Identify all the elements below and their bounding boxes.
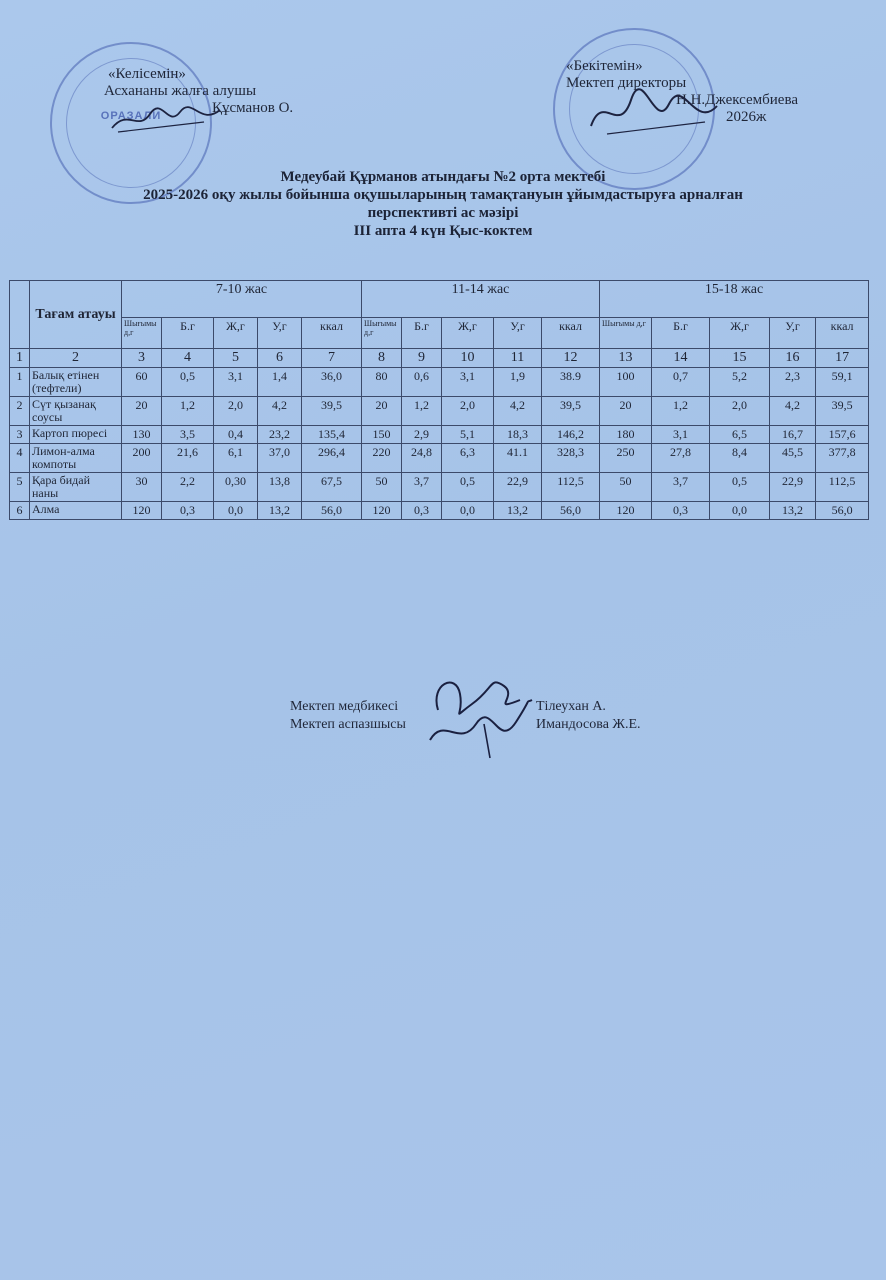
value-cell: 56,0 (816, 502, 869, 520)
row-number-cell: 1 (10, 368, 30, 397)
value-cell: 120 (362, 502, 402, 520)
value-cell: 1,9 (494, 368, 542, 397)
value-cell: 0,3 (162, 502, 214, 520)
value-cell: 16,7 (770, 426, 816, 444)
value-cell: 0,5 (710, 473, 770, 502)
value-cell: 3,7 (652, 473, 710, 502)
value-cell: 50 (600, 473, 652, 502)
column-number-cell: 2 (30, 349, 122, 368)
row-number-cell: 5 (10, 473, 30, 502)
table-row (10, 444, 869, 473)
value-cell: 0,5 (162, 368, 214, 397)
value-cell: 59,1 (816, 368, 869, 397)
table-row (10, 426, 869, 444)
value-cell: 112,5 (816, 473, 869, 502)
value-cell: 22,9 (770, 473, 816, 502)
sub-header-cell: Ж,г (710, 318, 770, 349)
value-cell: 4,2 (494, 397, 542, 426)
value-cell: 5,2 (710, 368, 770, 397)
value-cell: 37,0 (258, 444, 302, 473)
food-name-cell: Лимон-алма компоты (30, 444, 122, 473)
column-number-cell: 12 (542, 349, 600, 368)
value-cell: 8,4 (710, 444, 770, 473)
table-header-row (10, 281, 869, 318)
column-number-cell: 4 (162, 349, 214, 368)
value-cell: 0,5 (442, 473, 494, 502)
sub-header-cell: Ж,г (214, 318, 258, 349)
value-cell: 296,4 (302, 444, 362, 473)
food-name-cell: Қара бидай наны (30, 473, 122, 502)
title-line-school: Медеубай Құрманов атындағы №2 орта мектебі (280, 169, 606, 185)
value-cell: 2,2 (162, 473, 214, 502)
value-cell: 56,0 (302, 502, 362, 520)
sub-header-cell: Б.г (652, 318, 710, 349)
nurse-name: Тілеухан А. (536, 699, 606, 714)
title-line-menu: перспективті ас мәзірі (367, 205, 519, 221)
column-number-cell: 11 (494, 349, 542, 368)
value-cell: 2,0 (442, 397, 494, 426)
value-cell: 38.9 (542, 368, 600, 397)
value-cell: 0,0 (214, 502, 258, 520)
value-cell: 220 (362, 444, 402, 473)
value-cell: 23,2 (258, 426, 302, 444)
value-cell: 22,9 (494, 473, 542, 502)
value-cell: 39,5 (542, 397, 600, 426)
left-approval-name: Құсманов О. (212, 100, 294, 116)
sub-header-cell: ккал (302, 318, 362, 349)
sub-header-cell: Шығымы д,г (362, 318, 402, 349)
column-number-cell: 15 (710, 349, 770, 368)
column-number-cell: 17 (816, 349, 869, 368)
cook-label: Мектеп аспазшысы (290, 717, 406, 732)
value-cell: 3,5 (162, 426, 214, 444)
left-approval-heading: «Келісемін» (108, 66, 186, 82)
value-cell: 146,2 (542, 426, 600, 444)
sub-header-cell: ккал (542, 318, 600, 349)
title-line-week: ІІІ апта 4 күн Қыс-коктем (353, 223, 533, 239)
right-approval-heading: «Бекітемін» (566, 58, 643, 74)
sub-header-cell: У,г (770, 318, 816, 349)
value-cell: 67,5 (302, 473, 362, 502)
value-cell: 120 (122, 502, 162, 520)
value-cell: 0,0 (442, 502, 494, 520)
right-approval-date: 2026ж (726, 109, 767, 125)
value-cell: 56,0 (542, 502, 600, 520)
column-number-cell: 3 (122, 349, 162, 368)
row-number-cell: 2 (10, 397, 30, 426)
value-cell: 150 (362, 426, 402, 444)
value-cell: 27,8 (652, 444, 710, 473)
value-cell: 20 (600, 397, 652, 426)
value-cell: 157,6 (816, 426, 869, 444)
value-cell: 24,8 (402, 444, 442, 473)
value-cell: 135,4 (302, 426, 362, 444)
value-cell: 1,2 (402, 397, 442, 426)
value-cell: 250 (600, 444, 652, 473)
sub-header-cell: Ж,г (442, 318, 494, 349)
food-name-cell: Картоп пюресі (30, 426, 122, 444)
column-number-cell: 13 (600, 349, 652, 368)
column-number-row (10, 349, 869, 368)
value-cell: 45,5 (770, 444, 816, 473)
value-cell: 1,4 (258, 368, 302, 397)
value-cell: 328,3 (542, 444, 600, 473)
value-cell: 2,0 (710, 397, 770, 426)
left-approval-position: Асхананы жалға алушы (104, 83, 257, 99)
row-number-cell: 3 (10, 426, 30, 444)
column-number-cell: 6 (258, 349, 302, 368)
column-number-cell: 1 (10, 349, 30, 368)
value-cell: 130 (122, 426, 162, 444)
value-cell: 1,2 (652, 397, 710, 426)
column-number-cell: 8 (362, 349, 402, 368)
value-cell: 13,2 (258, 502, 302, 520)
value-cell: 1,2 (162, 397, 214, 426)
value-cell: 39,5 (816, 397, 869, 426)
sub-header-cell: ккал (816, 318, 869, 349)
footer-signatures (420, 664, 540, 760)
food-name-header: Тағам атауы (30, 281, 122, 349)
value-cell: 80 (362, 368, 402, 397)
left-stamp-text: ОРАЗАЛИ (100, 110, 162, 122)
age-group-header: 11-14 жас (362, 281, 600, 318)
cook-name: Имандосова Ж.Е. (536, 717, 641, 732)
value-cell: 200 (122, 444, 162, 473)
value-cell: 6,3 (442, 444, 494, 473)
value-cell: 0,7 (652, 368, 710, 397)
sub-header-cell: Шығымы д,г (122, 318, 162, 349)
value-cell: 4,2 (258, 397, 302, 426)
value-cell: 0,6 (402, 368, 442, 397)
blank-header-cell (10, 281, 30, 349)
value-cell: 100 (600, 368, 652, 397)
document-title (0, 168, 886, 240)
food-name-cell: Сүт қызанақ соусы (30, 397, 122, 426)
value-cell: 39,5 (302, 397, 362, 426)
row-number-cell: 6 (10, 502, 30, 520)
value-cell: 0,30 (214, 473, 258, 502)
value-cell: 13,8 (258, 473, 302, 502)
table-row (10, 368, 869, 397)
right-approval-position: Мектеп директоры (566, 75, 687, 91)
sub-header-cell: Шығымы д,г (600, 318, 652, 349)
value-cell: 3,1 (652, 426, 710, 444)
sub-header-cell: Б.г (162, 318, 214, 349)
sub-header-cell: Б.г (402, 318, 442, 349)
value-cell: 4,2 (770, 397, 816, 426)
value-cell: 3,1 (214, 368, 258, 397)
age-group-header: 15-18 жас (600, 281, 869, 318)
food-name-cell: Алма (30, 502, 122, 520)
value-cell: 2,0 (214, 397, 258, 426)
value-cell: 60 (122, 368, 162, 397)
title-line-year: 2025-2026 оқу жылы бойынша оқушыларының тамақтануын ұйымдастыруға арналған (143, 187, 743, 203)
column-number-cell: 14 (652, 349, 710, 368)
value-cell: 120 (600, 502, 652, 520)
right-approval-name: Н.Н.Джексембиева (676, 92, 798, 108)
column-number-cell: 5 (214, 349, 258, 368)
value-cell: 21,6 (162, 444, 214, 473)
table-row (10, 502, 869, 520)
table-row (10, 397, 869, 426)
value-cell: 6,5 (710, 426, 770, 444)
value-cell: 50 (362, 473, 402, 502)
row-number-cell: 4 (10, 444, 30, 473)
column-number-cell: 9 (402, 349, 442, 368)
value-cell: 18,3 (494, 426, 542, 444)
value-cell: 3,1 (442, 368, 494, 397)
value-cell: 41.1 (494, 444, 542, 473)
food-name-cell: Балық етінен (тефтели) (30, 368, 122, 397)
value-cell: 0,0 (710, 502, 770, 520)
sub-header-cell: У,г (494, 318, 542, 349)
value-cell: 2,3 (770, 368, 816, 397)
value-cell: 0,3 (652, 502, 710, 520)
table-subheader-row (10, 318, 869, 349)
value-cell: 20 (362, 397, 402, 426)
column-number-cell: 10 (442, 349, 494, 368)
value-cell: 5,1 (442, 426, 494, 444)
value-cell: 6,1 (214, 444, 258, 473)
value-cell: 0,4 (214, 426, 258, 444)
left-signature (108, 98, 228, 138)
value-cell: 20 (122, 397, 162, 426)
value-cell: 0,3 (402, 502, 442, 520)
column-number-cell: 7 (302, 349, 362, 368)
value-cell: 30 (122, 473, 162, 502)
value-cell: 2,9 (402, 426, 442, 444)
menu-table (9, 280, 869, 520)
age-group-header: 7-10 жас (122, 281, 362, 318)
value-cell: 13,2 (770, 502, 816, 520)
nurse-label: Мектеп медбикесі (290, 699, 399, 714)
sub-header-cell: У,г (258, 318, 302, 349)
table-row (10, 473, 869, 502)
value-cell: 13,2 (494, 502, 542, 520)
column-number-cell: 16 (770, 349, 816, 368)
value-cell: 377,8 (816, 444, 869, 473)
value-cell: 180 (600, 426, 652, 444)
value-cell: 36,0 (302, 368, 362, 397)
value-cell: 3,7 (402, 473, 442, 502)
right-signature (585, 86, 725, 142)
value-cell: 112,5 (542, 473, 600, 502)
